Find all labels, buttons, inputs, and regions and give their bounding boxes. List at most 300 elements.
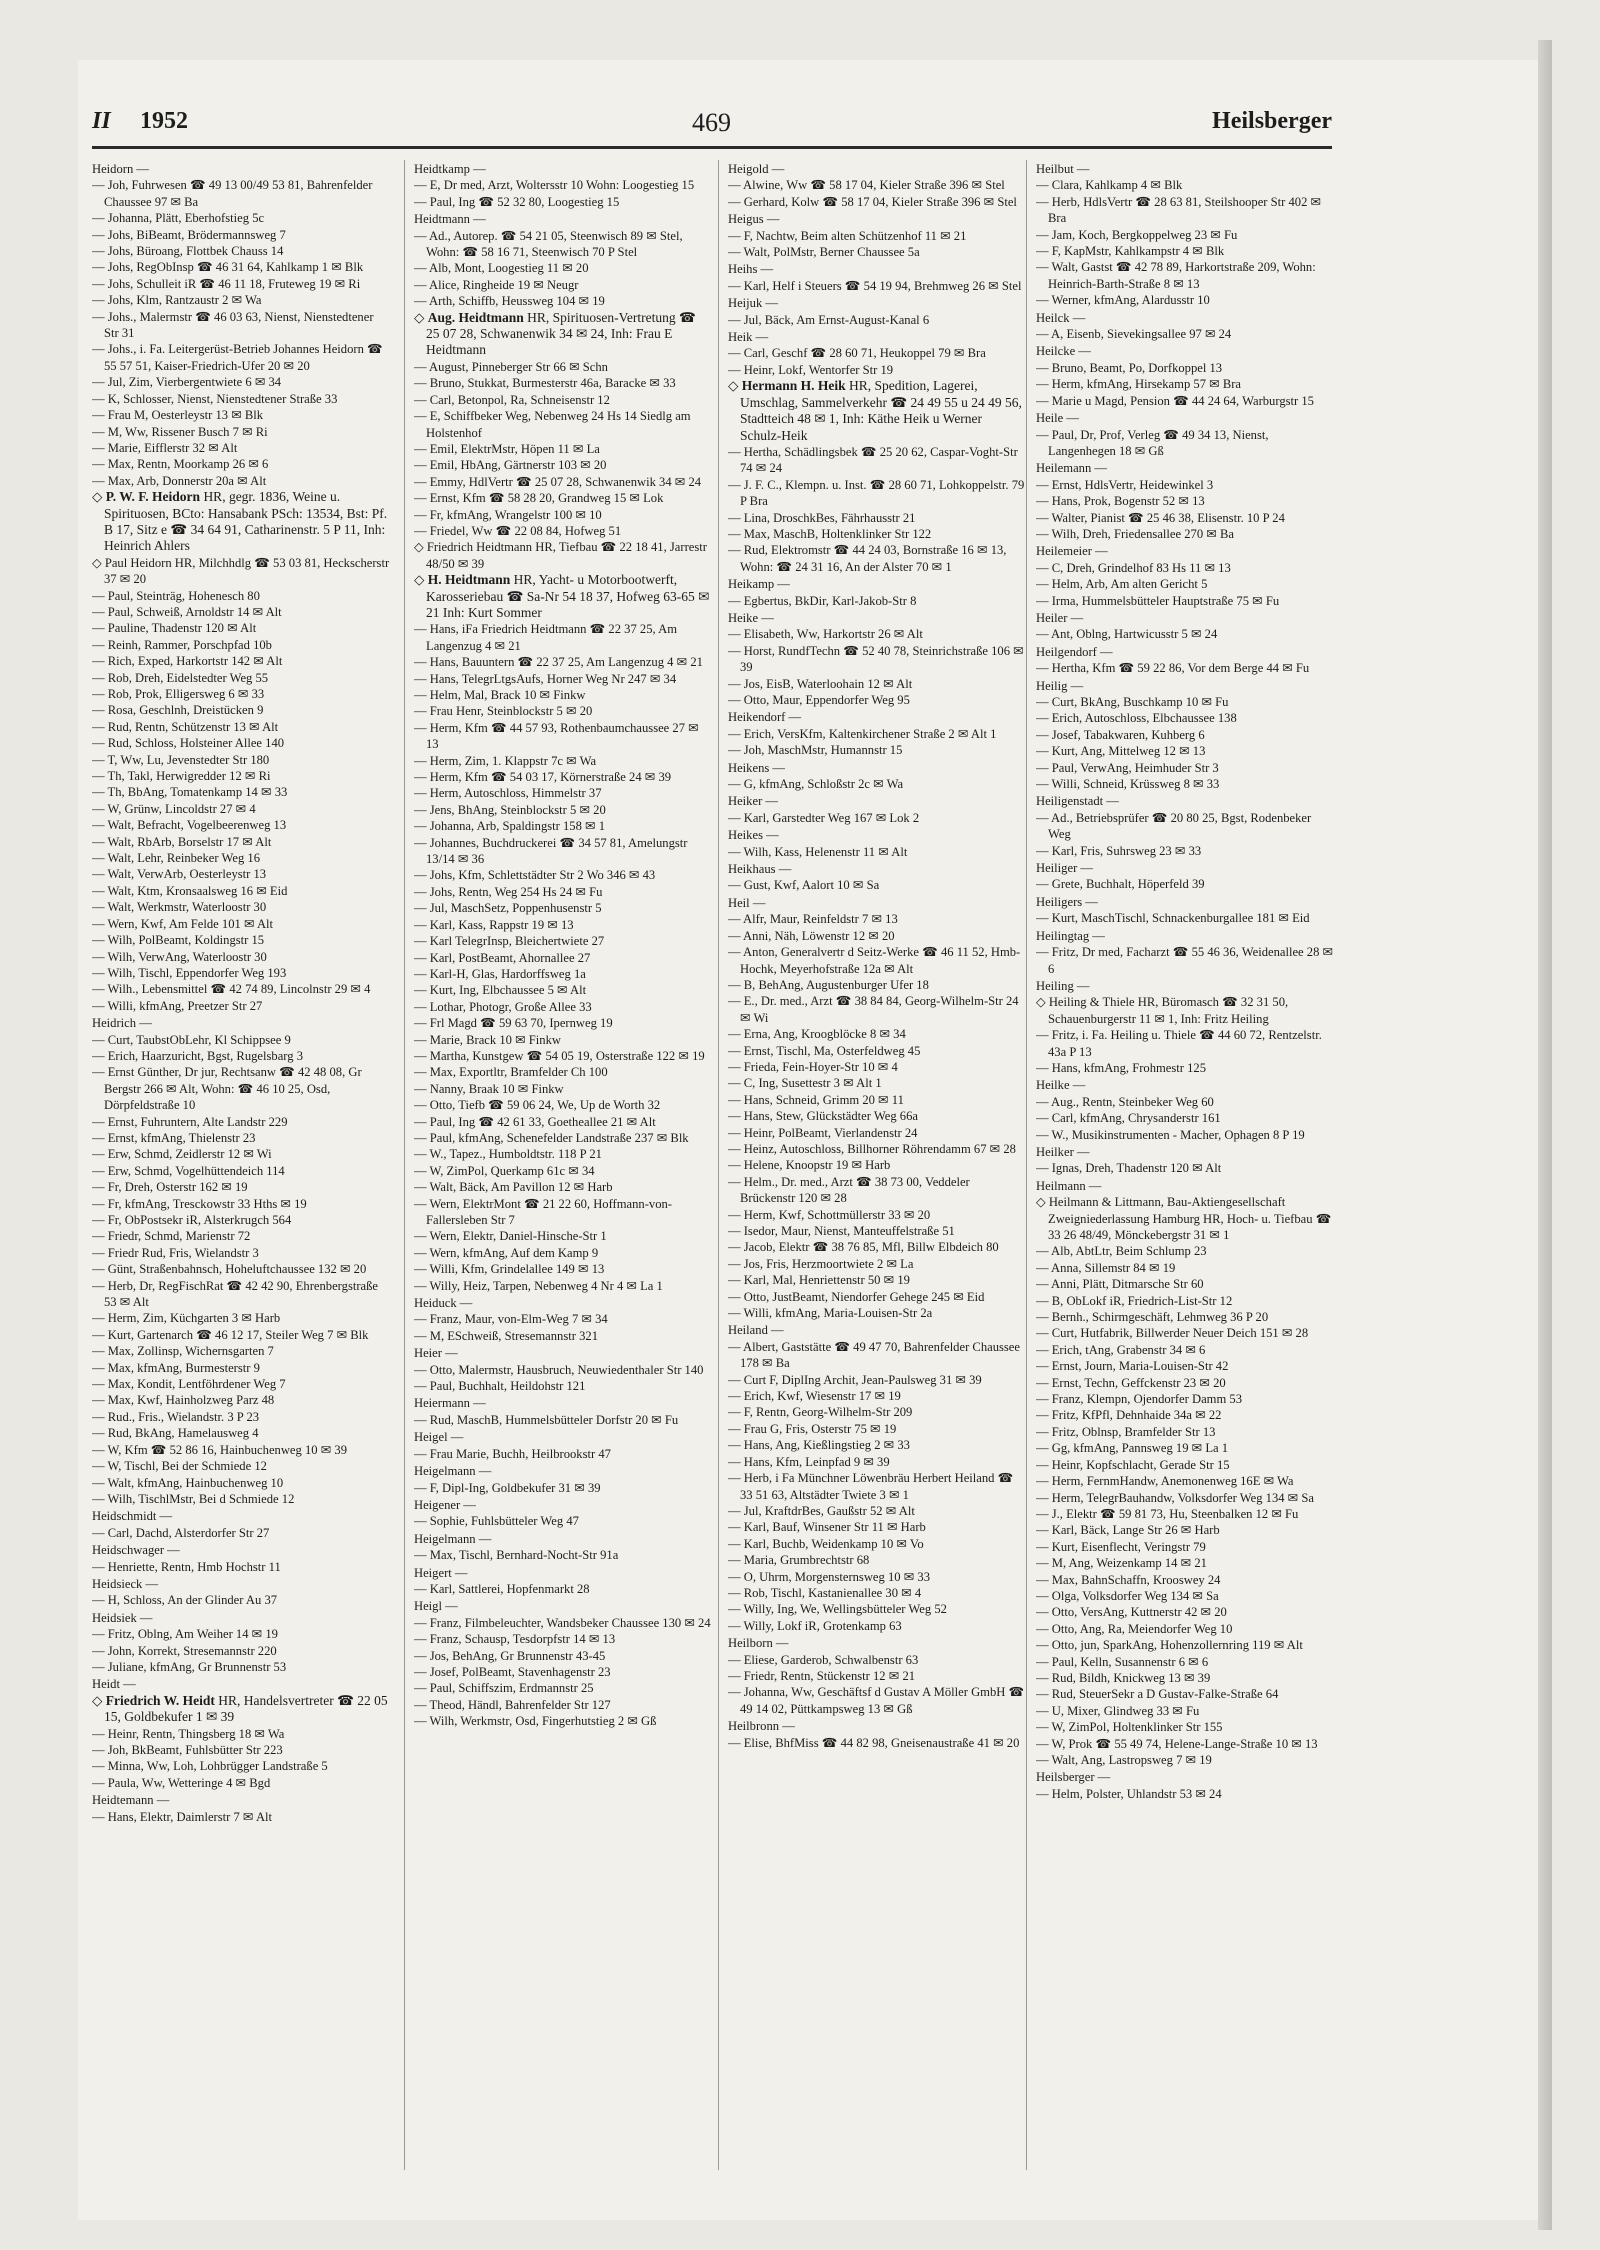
page-number: 469 [692,108,731,137]
directory-entry: — Elise, BhfMiss ☎ 44 82 98, Gneisenaustraße 41 ✉ 20 [728,1735,1020,1750]
directory-entry: — Max, Zollinsp, Wichernsgarten 7 [92,1344,274,1359]
directory-entry: — Anton, Generalvertr d Seitz-Werke ☎ 46 11 52, Hmb-Hochk, Meyerhofstraße 12a ✉ Alt [728,945,1021,976]
directory-entry: — Martha, Kunstgew ☎ 54 05 19, Osterstraße 122 ✉ 19 [414,1048,705,1063]
directory-entry: — Herb, HdlsVertr ☎ 28 63 81, Steilshooper Str 402 ✉ Bra [1036,194,1322,226]
directory-entry: — J., Elektr ☎ 59 81 73, Hu, Steenbalken 12 ✉ Fu [1036,1506,1299,1521]
directory-entry: — Joh, MaschMstr, Humannstr 15 [728,743,903,758]
surname-heading: Heile — [1036,411,1080,426]
surname-heading: Heiler — [1036,610,1084,625]
surname-heading: Heilbronn — [728,1719,795,1734]
surname-heading: Heil — [728,895,766,910]
directory-entry: — Max, Kwf, Hainholzweg Parz 48 [92,1393,275,1408]
column-4 [1036,160,1334,2170]
directory-entry: — C, Dreh, Grindelhof 83 Hs 11 ✉ 13 [1036,560,1231,575]
directory-entry: — Herm, FernmHandw, Anemonenweg 16E ✉ Wa [1036,1474,1294,1489]
directory-entry: — Otto, Malermstr, Hausbruch, Neuwiedenthaler Str 140 [414,1362,704,1377]
surname-heading: Heiermann — [414,1396,486,1411]
directory-entry: — Franz, Filmbeleuchter, Wandsbeker Chaussee 130 ✉ 24 [414,1615,711,1630]
directory-entry: — Max, kfmAng, Burmesterstr 9 [92,1360,260,1375]
directory-entry: — U, Mixer, Glindweg 33 ✉ Fu [1036,1703,1200,1718]
surname-heading: Heikhaus — [728,862,792,877]
directory-entry: — Walt, Lehr, Reinbeker Weg 16 [92,851,261,866]
directory-entry: — W., Tapez., Humboldtstr. 118 P 21 [414,1147,602,1162]
directory-entry: — Rud, Rentn, Schützenstr 13 ✉ Alt [92,719,279,734]
directory-entry: — Helm, Arb, Am alten Gericht 5 [1036,577,1208,592]
directory-entry: — W., Musikinstrumenten - Macher, Ophagen 8 P 19 [1036,1127,1305,1142]
directory-entry: — Karl, Fris, Suhrsweg 23 ✉ 33 [1036,843,1202,858]
directory-entry: — Rosa, Geschlnh, Dreistücken 9 [92,703,264,718]
surname-heading: Heidsieck — [92,1576,159,1591]
directory-entry: — Wern, Elektr, Daniel-Hinsche-Str 1 [414,1229,607,1244]
directory-entry: — Rud, Bildh, Knickweg 13 ✉ 39 [1036,1670,1211,1685]
directory-entry: — Karl, Garstedter Weg 167 ✉ Lok 2 [728,810,920,825]
directory-entry: — K, Schlosser, Nienst, Nienstedtener Straße 33 [92,391,338,406]
directory-entry: — Ernst, Journ, Maria-Louisen-Str 42 [1036,1359,1229,1374]
directory-entry: — Elisabeth, Ww, Harkortstr 26 ✉ Alt [728,627,923,642]
directory-entry: — Walt, Ktm, Kronsaalsweg 16 ✉ Eid [92,883,288,898]
directory-entry: — Herb, Dr, RegFischRat ☎ 42 42 90, Ehrenbergstraße 53 ✉ Alt [92,1278,379,1310]
directory-entry: — Johs., Malermstr ☎ 46 03 63, Nienst, Nienstedtener Str 31 [92,309,374,341]
directory-entry: — Carl, Betonpol, Ra, Schneisenstr 12 [414,392,610,407]
directory-entry: — Isedor, Maur, Nienst, Manteuffelstraße 51 [728,1224,955,1238]
directory-entry: — Hans, kfmAng, Frohmestr 125 [1036,1060,1207,1075]
directory-entry: — Bruno, Beamt, Po, Dorfkoppel 13 [1036,360,1223,375]
surname-heading: Heilemeier — [1036,544,1108,559]
directory-entry: — Lina, DroschkBes, Fährhausstr 21 [728,510,916,525]
directory-entry: — Kurt, Eisenflecht, Veringstr 79 [1036,1539,1206,1554]
directory-entry: — Willi, kfmAng, Maria-Louisen-Str 2a [728,1306,933,1321]
directory-entry: — Walter, Pianist ☎ 25 46 38, Elisenstr. 10 P 24 [1036,510,1285,525]
surname-heading: Heikes — [728,828,779,843]
directory-entry: — Bernh., Schirmgeschäft, Lehmweg 36 P 20 [1036,1310,1269,1325]
directory-entry: — Johs, Kfm, Schlettstädter Str 2 Wo 346 ✉ 43 [414,868,656,883]
directory-entry: — Fr, ObPostsekr iR, Alsterkrugch 564 [92,1213,292,1227]
surname-heading: Heilig — [1036,678,1084,693]
surname-heading: Heijuk — [728,296,779,311]
header-rule [92,146,1332,149]
surname-heading: Heiduck — [414,1296,473,1311]
directory-entry: — Joh, Fuhrwesen ☎ 49 13 00/49 53 81, Bahrenfelder Chaussee 97 ✉ Ba [92,178,373,209]
directory-entry: — Paul, Schweiß, Arnoldstr 14 ✉ Alt [92,604,282,619]
directory-entry: — Th, BbAng, Tomatenkamp 14 ✉ 33 [92,785,288,800]
directory-entry: — Rud, Elektromstr ☎ 44 24 03, Bornstraße 16 ✉ 13, Wohn: ☎ 24 31 16, An der Alster 70 ✉ 1 [728,543,1007,574]
directory-entry: — Curt, BkAng, Buschkamp 10 ✉ Fu [1036,695,1229,709]
directory-entry: — Karl, Bäck, Lange Str 26 ✉ Harb [1036,1523,1220,1538]
directory-entry: — W, Tischl, Bei der Schmiede 12 [92,1459,267,1474]
directory-entry: — Maria, Grumbrechtstr 68 [728,1553,870,1568]
surname-heading: Heilborn — [728,1636,789,1651]
directory-entry: — Paul, VerwAng, Heimhuder Str 3 [1036,760,1219,775]
directory-entry: — Paul, Schiffszim, Erdmannstr 25 [414,1681,594,1696]
directory-entry: — Hans, Schneid, Grimm 20 ✉ 11 [728,1092,904,1107]
surname-heading: Heidschmidt — [92,1509,173,1524]
directory-entry: — Herm, Kwf, Schottmüllerstr 33 ✉ 20 [728,1207,931,1222]
directory-entry: — Herm, Zim, 1. Klappstr 7c ✉ Wa [414,753,597,768]
directory-entry: — Paul, Steinträg, Hohenesch 80 [92,588,260,603]
surname-heading: Heiligers — [1036,894,1098,909]
directory-entry: — Rud, SteuerSekr a D Gustav-Falke-Straße 64 [1036,1687,1279,1702]
directory-entry: — Wilh, Kass, Helenenstr 11 ✉ Alt [728,844,908,859]
directory-entry: — Erich, Haarzuricht, Bgst, Rugelsbarg 3 [92,1048,304,1063]
directory-entry: — Ad., Betriebsprüfer ☎ 20 80 25, Bgst, Rodenbeker Weg [1036,810,1312,842]
column-divider [404,160,405,2170]
directory-entry: — Theod, Händl, Bahrenfelder Str 127 [414,1697,611,1712]
directory-entry: — Wilh, TischlMstr, Bei d Schmiede 12 [92,1491,295,1506]
surname-heading: Heigelmann — [414,1531,492,1546]
directory-entry: — Franz, Schausp, Tesdorpfstr 14 ✉ 13 [414,1632,616,1647]
directory-entry: — Erich, VersKfm, Kaltenkirchener Straße 2 ✉ Alt 1 [728,726,997,741]
column-divider [718,160,719,2170]
directory-entry: — Erich, Kwf, Wiesenstr 17 ✉ 19 [728,1389,901,1404]
directory-entry: — H, Schloss, An der Glinder Au 37 [92,1593,278,1608]
directory-entry: — Erw, Schmd, Vogelhüttendeich 114 [92,1163,285,1178]
directory-entry: — Karl, Buchb, Weidenkamp 10 ✉ Vo [728,1536,924,1551]
directory-entry: — T, Ww, Lu, Jevenstedter Str 180 [92,752,270,767]
directory-entry: — Wilh, VerwAng, Waterloostr 30 [92,949,267,964]
directory-entry: — Jul, KraftdrBes, Gaußstr 52 ✉ Alt [728,1503,915,1518]
directory-entry: — Jacob, Elektr ☎ 38 76 85, Mfl, Billw Elbdeich 80 [728,1240,999,1255]
directory-entry: — Herm, Autoschloss, Himmelstr 37 [414,786,602,801]
directory-entry: — Alfr, Maur, Reinfeldstr 7 ✉ 13 [728,912,898,927]
surname-heading: Heilke — [1036,1078,1086,1093]
directory-entry: — Wern, ElektrMont ☎ 21 22 60, Hoffmann-von-Fallersleben Str 7 [414,1196,672,1227]
surname-heading: Heiligenstadt — [1036,794,1119,809]
listing-columns [92,160,1332,2180]
directory-entry: — Rud, MaschB, Hummelsbütteler Dorfstr 20 ✉ Fu [414,1412,679,1427]
directory-entry: — Kurt, Ing, Elbchaussee 5 ✉ Alt [414,983,587,998]
directory-entry: — Curt F, DiplIng Archit, Jean-Paulsweg 31 ✉ 39 [728,1372,982,1387]
directory-entry: — Herm, Kfm ☎ 44 57 93, Rothenbaumchaussee 27 ✉ 13 [414,720,699,752]
directory-entry: — Jul, Zim, Vierbergentwiete 6 ✉ 34 [92,375,282,390]
column-2 [414,160,712,2170]
directory-entry: — Jul, MaschSetz, Poppenhusenstr 5 [414,901,602,916]
directory-entry: — M, ESchweiß, Stresemannstr 321 [414,1328,598,1343]
directory-entry: — W, Grünw, Lincoldstr 27 ✉ 4 [92,801,256,816]
directory-entry: — Heinr, Kopfschlacht, Gerade Str 15 [1036,1457,1230,1472]
surname-heading: Heigener — [414,1497,476,1512]
directory-entry: — W, ZimPol, Querkamp 61c ✉ 34 [414,1163,595,1178]
directory-entry: — Herm, kfmAng, Hirsekamp 57 ✉ Bra [1036,377,1242,392]
column-1 [92,160,390,2170]
directory-entry: ◇ Paul Heidorn HR, Milchhdlg ☎ 53 03 81, Heckscherstr 37 ✉ 20 [92,555,390,587]
surname-heading: Heike — [728,610,774,625]
directory-entry: — F, Dipl-Ing, Goldbekufer 31 ✉ 39 [414,1480,601,1495]
directory-entry: — Jos, EisB, Waterloohain 12 ✉ Alt [728,676,913,691]
directory-entry: — Kurt, Ang, Mittelweg 12 ✉ 13 [1036,744,1206,759]
directory-entry: — Rob, Tischl, Kastanienallee 30 ✉ 4 [728,1585,922,1600]
directory-entry: — E, Dr med, Arzt, Woltersstr 10 Wohn: Loogestieg 15 [414,178,695,193]
directory-entry: — Ernst Günther, Dr jur, Rechtsanw ☎ 42 48 08, Gr Bergstr 266 ✉ Alt, Wohn: ☎ 46 10 25, Osd, Dörpfeldstraße 10 [92,1065,362,1113]
directory-entry: — Rud, BkAng, Hamelausweg 4 [92,1426,259,1441]
directory-entry: — Wern, Kwf, Am Felde 101 ✉ Alt [92,916,274,931]
directory-entry: — Emil, HbAng, Gärtnerstr 103 ✉ 20 [414,458,607,473]
directory-entry: — Bruno, Stukkat, Burmesterstr 46a, Baracke ✉ 33 [414,376,676,391]
directory-entry: — Carl, Dachd, Alsterdorfer Str 27 [92,1525,270,1540]
volume-number: II [92,108,111,134]
directory-entry: — Willy, Lokf iR, Grotenkamp 63 [728,1618,902,1633]
surname-heading: Heidsiek — [92,1610,153,1625]
directory-entry: — Ernst, HdlsVertr, Heidewinkel 3 [1036,477,1214,492]
surname-heading: Heikendorf — [728,710,802,725]
firm-entry: ◇ Aug. Heidtmann HR, Spirituosen-Vertretung ☎ 25 07 28, Schwanenwik 34 ✉ 24, Inh: Frau E Heidtmann [414,309,696,358]
directory-entry: — Hertha, Schädlingsbek ☎ 25 20 62, Caspar-Voght-Str 74 ✉ 24 [728,444,1018,476]
page-edge [1538,40,1552,2230]
directory-entry: — Max, Kondit, Lentföhrdener Weg 7 [92,1377,286,1392]
directory-entry: — Fr, kfmAng, Tresckowstr 33 Hths ✉ 19 [92,1196,307,1211]
directory-entry: — Willy, Heiz, Tarpen, Nebenweg 4 Nr 4 ✉ La 1 [414,1278,663,1293]
directory-entry: — Johs., i. Fa. Leitergerüst-Betrieb Johannes Heidorn ☎ 55 57 51, Kaiser-Friedrich-Ufer 20 ✉ 20 [92,342,383,373]
directory-entry: — O, Uhrm, Morgensternsweg 10 ✉ 33 [728,1569,931,1584]
directory-entry: — Walt, VerwArb, Oesterleystr 13 [92,867,267,882]
directory-entry: — Walt, PolMstr, Berner Chaussee 5a [728,245,920,260]
directory-entry: — Wilh, Tischl, Eppendorfer Weg 193 [92,965,287,980]
directory-entry: — Otto, JustBeamt, Niendorfer Gehege 245 ✉ Eid [728,1289,985,1304]
surname-heading: Heilingtag — [1036,928,1105,943]
firm-entry: ◇ H. Heidtmann HR, Yacht- u Motorbootwerft, Karosseriebau ☎ Sa-Nr 54 18 37, Hofweg 63-65 ✉ 21 Inh: Kurt Sommer [414,572,710,620]
directory-entry: — Helm., Dr. med., Arzt ☎ 38 73 00, Veddeler Brückenstr 120 ✉ 28 [728,1174,970,1206]
directory-entry: — August, Pinneberger Str 66 ✉ Schn [414,359,608,374]
directory-entry: — W, ZimPol, Holtenklinker Str 155 [1036,1720,1223,1735]
surname-heading: Heiling — [1036,978,1090,993]
directory-entry: — Karl, PostBeamt, Ahornallee 27 [414,950,591,965]
directory-entry: — Jos, Fris, Herzmoortwiete 2 ✉ La [728,1256,914,1271]
directory-entry: ◇ Heiling & Thiele HR, Büromasch ☎ 32 31 50, Schauenburgerstr 11 ✉ 1, Inh: Fritz Heiling [1036,995,1289,1026]
directory-entry: — Rud., Fris., Wielandstr. 3 P 23 [92,1409,260,1424]
directory-entry: — Grete, Buchhalt, Höperfeld 39 [1036,877,1205,892]
directory-entry: — Marie, Eifflerstr 32 ✉ Alt [92,440,238,455]
directory-entry: — Franz, Klempn, Ojendorfer Damm 53 [1036,1392,1242,1407]
directory-entry: — Otto, Ang, Ra, Meiendorfer Weg 10 [1036,1621,1233,1636]
surname-heading: Heidorn — [92,162,150,176]
directory-entry: — B, ObLokf iR, Friedrich-List-Str 12 [1036,1293,1233,1308]
surname-heading: Heidschwager — [92,1543,180,1558]
surname-heading: Heidtemann — [92,1793,170,1808]
directory-entry: — Günt, Straßenbahnsch, Hoheluftchaussee 132 ✉ 20 [92,1262,367,1277]
directory-entry: — Anna, Sillemstr 84 ✉ 19 [1036,1260,1176,1275]
surname-heading: Heilck — [1036,310,1086,325]
directory-entry: — Franz, Maur, von-Elm-Weg 7 ✉ 34 [414,1312,608,1327]
surname-heading: Heigold — [728,162,785,176]
directory-entry: — Heinr, Lokf, Wentorfer Str 19 [728,362,894,377]
directory-entry: — Karl TelegrInsp, Bleichertwiete 27 [414,934,605,949]
directory-entry: — Karl, Sattlerei, Hopfenmarkt 28 [414,1581,590,1596]
surname-heading: Heigus — [728,212,780,227]
directory-entry: — Fritz, Oblng, Am Weiher 14 ✉ 19 [92,1627,278,1642]
directory-entry: — Curt, TaubstObLehr, Kl Schippsee 9 [92,1032,291,1047]
directory-entry: — Willi, Kfm, Grindelallee 149 ✉ 13 [414,1262,605,1277]
directory-entry: — Fritz, Dr med, Facharzt ☎ 55 46 36, Weidenallee 28 ✉ 6 [1036,945,1334,976]
directory-entry: — Erich, tAng, Grabenstr 34 ✉ 6 [1036,1342,1206,1357]
directory-entry: — Wilh., Lebensmittel ☎ 42 74 89, Lincolnstr 29 ✉ 4 [92,982,371,997]
column-3 [728,160,1026,2170]
directory-entry: — Rob, Prok, Elligersweg 6 ✉ 33 [92,687,265,701]
directory-entry: — Hertha, Kfm ☎ 59 22 86, Vor dem Berge 44 ✉ Fu [1036,661,1310,676]
directory-entry: — Ernst, Techn, Geffckenstr 23 ✉ 20 [1036,1375,1226,1390]
directory-entry: — Carl, kfmAng, Chrysanderstr 161 [1036,1111,1221,1126]
directory-entry: — Gust, Kwf, Aalort 10 ✉ Sa [728,878,880,893]
directory-entry: — Frl Magd ☎ 59 63 70, Ipernweg 19 [414,1016,613,1031]
directory-entry: — Carl, Geschf ☎ 28 60 71, Heukoppel 79 ✉ Bra [728,346,986,361]
directory-entry: — Arth, Schiffb, Heussweg 104 ✉ 19 [414,294,605,309]
directory-entry: — Fritz, i. Fa. Heiling u. Thiele ☎ 44 60 72, Rentzelstr. 43a P 13 [1036,1028,1322,1059]
directory-entry: — E, Schiffbeker Weg, Nebenweg 24 Hs 14 Siedlg am Holstenhof [414,409,691,440]
directory-entry: — Karl-H, Glas, Hardorffsweg 1a [414,966,586,981]
directory-entry: — Jam, Koch, Bergkoppelweg 23 ✉ Fu [1036,227,1238,242]
directory-entry: — Kurt, MaschTischl, Schnackenburgallee 181 ✉ Eid [1036,911,1310,926]
surname-heading: Heilgendorf — [1036,644,1113,659]
directory-entry: — Max, Arb, Donnerstr 20a ✉ Alt [92,473,267,488]
directory-entry: — Max, BahnSchaffn, Krooswey 24 [1036,1572,1221,1587]
surname-heading: Heikamp — [728,577,790,592]
directory-entry: — Paul, kfmAng, Schenefelder Landstraße 237 ✉ Blk [414,1130,689,1145]
directory-entry: — Henriette, Rentn, Hmb Hochstr 11 [92,1559,281,1574]
directory-entry: — Kurt, Gartenarch ☎ 46 12 17, Steiler Weg 7 ✉ Blk [92,1327,369,1342]
directory-entry: — Friedel, Ww ☎ 22 08 84, Hofweg 51 [414,523,622,538]
directory-entry: — Rud, Schloss, Holsteiner Allee 140 [92,736,285,751]
directory-entry: — Heinz, Autoschloss, Billhorner Röhrendamm 67 ✉ 28 [728,1141,1016,1156]
surname-heading: Heilbut — [1036,162,1090,176]
directory-entry: — Gg, kfmAng, Pannsweg 19 ✉ La 1 [1036,1441,1229,1456]
directory-entry: — Max, MaschB, Holtenklinker Str 122 [728,526,932,541]
directory-entry: — Reinh, Rammer, Porschpfad 10b [92,637,272,652]
directory-entry: — Minna, Ww, Loh, Lohbrügger Landstraße 5 [92,1759,328,1774]
directory-entry: — Jul, Bäck, Am Ernst-August-Kanal 6 [728,312,930,327]
surname-heading: Heilmann — [1036,1178,1102,1193]
directory-entry: — Aug., Rentn, Steinbeker Weg 60 [1036,1094,1214,1109]
directory-entry: — Johs, BiBeamt, Brödermannsweg 7 [92,227,286,242]
surname-heading: Heigel — [414,1430,464,1445]
firm-entry: ◇ Hermann H. Heik HR, Spedition, Lagerei, Umschlag, Sammelverkehr ☎ 24 49 55 u 24 49 56, Stadtteich 48 ✉ 1, Inh: Käthe Heik u Werner Schulz-Heik [728,378,1022,443]
directory-entry: — Anni, Plätt, Ditmarsche Str 60 [1036,1277,1204,1292]
directory-entry: — Alice, Ringheide 19 ✉ Neugr [414,277,579,292]
directory-entry: — Fritz, Oblnsp, Bramfelder Str 13 [1036,1424,1216,1439]
directory-entry: — Wern, kfmAng, Auf dem Kamp 9 [414,1245,599,1260]
directory-entry: — Otto, VersAng, Kuttnerstr 42 ✉ 20 [1036,1605,1227,1620]
directory-entry: — M, Ang, Weizenkamp 14 ✉ 21 [1036,1556,1207,1571]
directory-entry: — Karl, Helf i Steuers ☎ 54 19 94, Brehmweg 26 ✉ Stel [728,278,1022,293]
directory-entry: — E., Dr. med., Arzt ☎ 38 84 84, Georg-Wilhelm-Str 24 ✉ Wi [728,994,1019,1025]
directory-entry: — Ad., Autorep. ☎ 54 21 05, Steenwisch 89 ✉ Stel, Wohn: ☎ 58 16 71, Steenwisch 70 P Stel [414,228,683,260]
directory-entry: — Anni, Näh, Löwenstr 12 ✉ 20 [728,928,895,943]
directory-entry: — C, Ing, Susettestr 3 ✉ Alt 1 [728,1076,882,1091]
directory-entry: — Werner, kfmAng, Alardusstr 10 [1036,293,1210,308]
directory-entry: — Fr, Dreh, Osterstr 162 ✉ 19 [92,1180,248,1195]
directory-entry: — Pauline, Thadenstr 120 ✉ Alt [92,621,257,636]
directory-entry: — Johs, RegObInsp ☎ 46 31 64, Kahlkamp 1 ✉ Blk [92,260,364,275]
directory-entry: — Johs, Schulleit iR ☎ 46 11 18, Fruteweg 19 ✉ Ri [92,276,361,291]
directory-entry: — Heinr, Rentn, Thingsberg 18 ✉ Wa [92,1726,285,1741]
directory-entry: — F, Nachtw, Beim alten Schützenhof 11 ✉ 21 [728,228,967,243]
surname-heading: Heidrich — [92,1016,152,1031]
directory-entry: — J. F. C., Klempn. u. Inst. ☎ 28 60 71, Lohkoppelstr. 79 P Bra [728,477,1025,509]
surname-heading: Heik — [728,330,769,345]
directory-entry: — Johanna, Ww, Geschäftsf d Gustav A Möller GmbH ☎ 49 14 02, Püttkampsweg 13 ✉ Gß [728,1685,1025,1716]
directory-entry: — Hans, Prok, Bogenstr 52 ✉ 13 [1036,494,1205,509]
directory-entry: — Ernst, Tischl, Ma, Osterfeldweg 45 [728,1043,921,1058]
directory-entry: — Nanny, Braak 10 ✉ Finkw [414,1081,564,1096]
directory-entry: — Friedr, Rentn, Stückenstr 12 ✉ 21 [728,1668,916,1683]
surname-heading: Heilsberger — [1036,1770,1111,1785]
directory-entry: — Walt, Ang, Lastropsweg 7 ✉ 19 [1036,1753,1212,1767]
column-divider [1026,160,1027,2170]
directory-entry: — Walt, Werkmstr, Waterloostr 30 [92,900,267,915]
directory-entry: — Rob, Dreh, Eidelstedter Weg 55 [92,670,269,685]
directory-entry: — Erw, Schmd, Zeidlerstr 12 ✉ Wi [92,1147,272,1162]
directory-entry: — Johanna, Arb, Spaldingstr 158 ✉ 1 [414,819,606,834]
directory-entry: — Frau M, Oesterleystr 13 ✉ Blk [92,408,264,423]
directory-entry: — Alb, Mont, Loogestieg 11 ✉ 20 [414,261,589,276]
surname-heading: Heigl — [414,1599,458,1614]
directory-entry: — Max, Tischl, Bernhard-Nocht-Str 91a [414,1548,619,1563]
directory-entry: — Walt, Befracht, Vogelbeerenweg 13 [92,818,287,833]
directory-entry: — Walt, kfmAng, Hainbuchenweg 10 [92,1475,284,1490]
directory-entry: — Heinr, PolBeamt, Vierlandenstr 24 [728,1125,918,1140]
directory-entry: — Hans, Bauuntern ☎ 22 37 25, Am Langenzug 4 ✉ 21 [414,655,703,670]
year: 1952 [140,108,188,134]
directory-entry: — Frau Marie, Buchh, Heilbrookstr 47 [414,1446,611,1461]
directory-entry: — Erna, Ang, Kroogblöcke 8 ✉ 34 [728,1027,906,1042]
directory-entry: — A, Eisenb, Sievekingsallee 97 ✉ 24 [1036,327,1232,342]
surname-heading: Heihs — [728,262,774,277]
directory-entry: — Ignas, Dreh, Thadenstr 120 ✉ Alt [1036,1161,1222,1176]
directory-entry: — Paul, Ing ☎ 42 61 33, Goetheallee 21 ✉ Alt [414,1114,656,1129]
directory-entry: — Alb, AbtLtr, Beim Schlump 23 [1036,1244,1207,1259]
directory-entry: — John, Korrekt, Stresemannstr 220 [92,1643,277,1658]
surname-heading: Heikens — [728,760,786,775]
directory-entry: — Curt, Hutfabrik, Billwerder Neuer Deich 151 ✉ 28 [1036,1326,1309,1341]
directory-entry: — Ant, Oblng, Hartwicusstr 5 ✉ 24 [1036,627,1218,642]
directory-entry: — Horst, RundfTechn ☎ 52 40 78, Steinrichstraße 106 ✉ 39 [728,643,1024,675]
directory-entry: — Hans, Elektr, Daimlerstr 7 ✉ Alt [92,1809,273,1824]
directory-entry: — Rich, Exped, Harkortstr 142 ✉ Alt [92,654,283,669]
directory-entry: — Eliese, Garderob, Schwalbenstr 63 [728,1652,919,1667]
directory-entry: — Otto, Maur, Eppendorfer Weg 95 [728,693,910,707]
surname-heading: Heiliger — [1036,861,1094,876]
directory-entry: ◇ Friedrich Heidtmann HR, Tiefbau ☎ 22 18 41, Jarrestr 48/50 ✉ 39 [414,540,707,571]
directory-entry: — Irma, Hummelsbütteler Hauptstraße 75 ✉ Fu [1036,593,1280,608]
surname-heading: Heier — [414,1346,458,1361]
directory-entry: — Herm, Kfm ☎ 54 03 17, Körnerstraße 24 ✉ 39 [414,770,672,785]
directory-entry: — W, Kfm ☎ 52 86 16, Hainbuchenweg 10 ✉ 39 [92,1442,347,1457]
directory-entry: — Sophie, Fuhlsbütteler Weg 47 [414,1514,579,1529]
directory-entry: — Ernst, Kfm ☎ 58 28 20, Grandweg 15 ✉ Lok [414,491,664,506]
directory-entry: — Frau G, Fris, Osterstr 75 ✉ 19 [728,1421,897,1436]
directory-entry: — Wilh, Werkmstr, Osd, Fingerhutstieg 2 ✉ Gß [414,1714,657,1729]
directory-entry: — Hans, TelegrLtgsAufs, Horner Weg Nr 247 ✉ 34 [414,671,677,686]
directory-entry: — Juliane, kfmAng, Gr Brunnenstr 53 [92,1659,287,1674]
directory-entry: — Frieda, Fein-Hoyer-Str 10 ✉ 4 [728,1059,898,1074]
surname-heading: Heidt — [92,1677,136,1692]
directory-entry: — F, Rentn, Georg-Wilhelm-Str 209 [728,1405,913,1420]
surname-heading: Heiland — [728,1323,784,1338]
directory-entry: — Paul, Kelln, Susannenstr 6 ✉ 6 [1036,1654,1209,1669]
surname-heading: Heilcke — [1036,344,1091,359]
directory-entry: — Karl, Mal, Henriettenstr 50 ✉ 19 [728,1273,910,1288]
surname-heading: Heidtkamp — [414,162,486,176]
page-header [92,108,1332,142]
directory-entry: — Fr, kfmAng, Wrangelstr 100 ✉ 10 [414,507,602,522]
directory-entry: — Josef, Tabakwaren, Kuhberg 6 [1036,727,1205,742]
directory-entry: — Johanna, Plätt, Eberhofstieg 5c [92,211,265,226]
directory-entry: — Karl, Kass, Rappstr 19 ✉ 13 [414,917,574,932]
directory-entry: — Willi, Schneid, Krüssweg 8 ✉ 33 [1036,777,1220,792]
directory-entry: — Willy, Ing, We, Wellingsbütteler Weg 52 [728,1602,947,1617]
directory-entry: — Paul, Buchhalt, Heildohstr 121 [414,1379,586,1394]
directory-entry: — Wilh, PolBeamt, Koldingstr 15 [92,933,265,948]
directory-entry: — Herm, TelegrBauhandw, Volksdorfer Weg 134 ✉ Sa [1036,1490,1314,1505]
directory-entry: — Johs, Klm, Rantzaustr 2 ✉ Wa [92,293,262,308]
surname-heading: Heilker — [1036,1144,1090,1159]
